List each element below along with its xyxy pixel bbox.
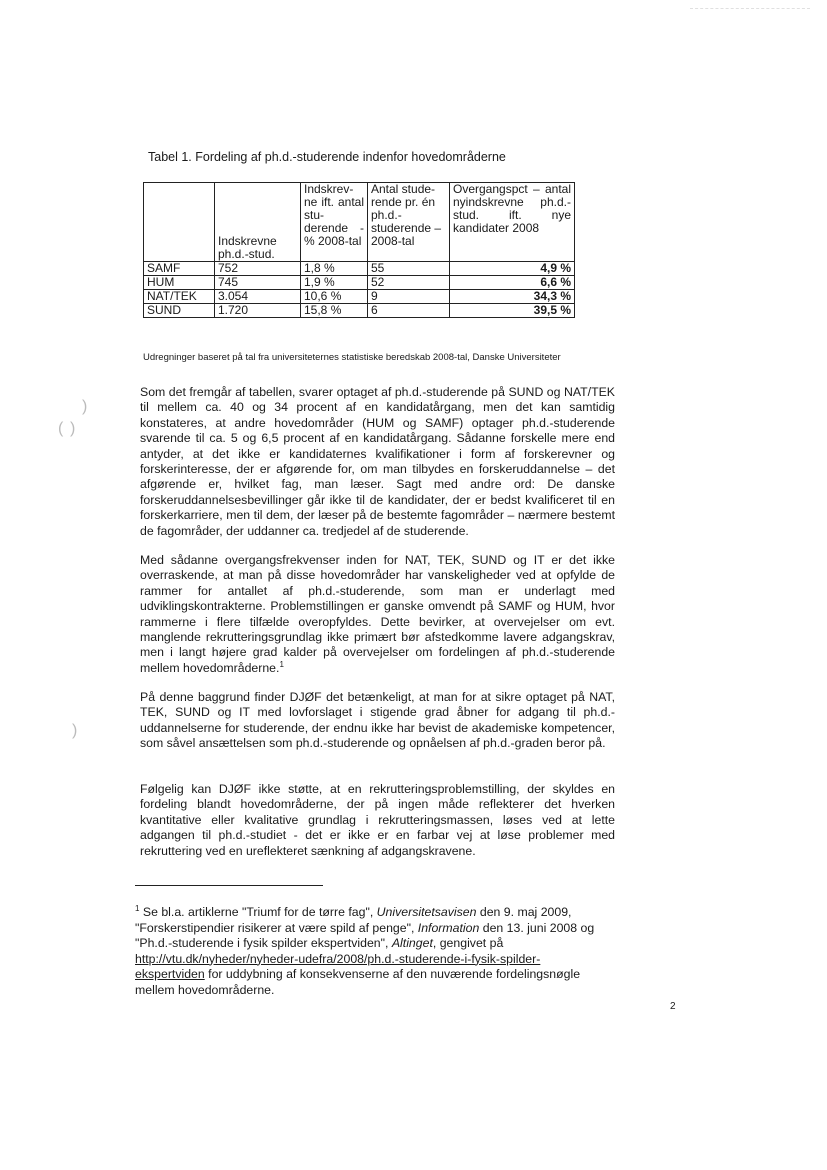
header-cell-share: Indskrev-ne ift. antal stu-derende - % 2008-tal <box>301 183 368 262</box>
footnote-text: Se bl.a. artiklerne "Triumf for de tørre fag", <box>139 905 377 919</box>
footnote-text: den 13. juni 2008 og "Ph.d.-studerende i fysik spilder ekspertviden", <box>135 920 595 950</box>
footnote-text: den 9. maj 2009, "Forskerstipendier risikerer at være spild af penge", <box>135 905 572 935</box>
row-label: HUM <box>144 276 215 290</box>
cell-share: 1,9 % <box>301 276 368 290</box>
row-label: SUND <box>144 304 215 318</box>
table-row <box>144 262 575 276</box>
footnote-source-title: Altinget <box>391 936 433 950</box>
footnote-marker: 1 <box>135 903 140 913</box>
footnote-divider <box>135 885 323 886</box>
footnote-text: , gengivet på <box>432 936 504 950</box>
body-paragraph <box>140 553 615 676</box>
scan-mark: ) <box>70 420 76 437</box>
cell-share: 10,6 % <box>301 290 368 304</box>
row-label: NAT/TEK <box>144 290 215 304</box>
cell-students-per-phd: 52 <box>368 276 450 290</box>
body-paragraph: Følgelig kan DJØF ikke støtte, at en rekrutteringsproblemstilling, der skyldes en fordeling blandt hovedområderne, der på ingen måde reflekterer det hverken kvantitative eller kvalitative grundlag i rekrutteringsmassen, løses ved at lette adgangen til ph.d.-studiet - det er ikke er en farbar vej at løse problemer med rekruttering ved en ureflekteret sænkning af adgangskravene. <box>140 782 615 858</box>
cell-enrolled: 3.054 <box>215 290 301 304</box>
scan-mark: ( <box>58 420 64 437</box>
cell-enrolled: 1.720 <box>215 304 301 318</box>
cell-enrolled: 752 <box>215 262 301 276</box>
distribution-table <box>143 182 575 318</box>
cell-transition-rate: 6,6 % <box>450 276 575 290</box>
cell-transition-rate: 4,9 % <box>450 262 575 276</box>
footnote-reference: 1 <box>279 659 284 669</box>
body-paragraph: På denne baggrund finder DJØF det betænkeligt, at man for at sikre optaget på NAT, TEK, SUND og IT med lovforslaget i stigende grad åbner for adgang til ph.d.-uddannelserne for studerende, der endnu ikke har bevist de akademiske kompetencer, som såvel ansættelsen som ph.d.-studerende og opnåelsen af ph.d.-graden beror på. <box>140 690 615 751</box>
cell-students-per-phd: 9 <box>368 290 450 304</box>
footnote-link[interactable]: http://vtu.dk/nyheder/nyheder-udefra/2008/ph.d.-studerende-i-fysik-spilder-ekspertviden <box>135 951 541 981</box>
cell-share: 15,8 % <box>301 304 368 318</box>
table-row <box>144 304 575 318</box>
table-header-row <box>144 183 575 262</box>
cell-students-per-phd: 6 <box>368 304 450 318</box>
footnote-source-title: Information <box>417 920 480 935</box>
body-paragraph: Som det fremgår af tabellen, svarer optaget af ph.d.-studerende på SUND og NAT/TEK til mellem ca. 40 og 34 procent af en kandidatårgang, men det kan samtidig konstateres, at andre hovedområder (HUM og SAMF) optager ph.d.-studerende svarende til ca. 5 og 6,5 procent af en kandidatårgang. Sådanne forskelle mere end antyder, at det ikke er kandidaternes kvalifikationer i form af forskerevner og forskerinteresse, der er afgørende for, om man tilbydes en forskeruddannelse – det afgørende er, hvilket fag, man læser. Sagt med andre ord: De danske forskeruddannelsesbevillinger går ikke til de kandidater, der er bedst kvalificeret til en forskerkarriere, men til dem, der læser på de bestemte fagområder – nærmere bestemt de fagområder, der uddanner ca. tredjedel af de studerende. <box>140 385 615 538</box>
cell-transition-rate: 34,3 % <box>450 290 575 304</box>
table-caption: Tabel 1. Fordeling af ph.d.-studerende indenfor hovedområderne <box>148 150 506 164</box>
footnote-text: for uddybning af konsekvenserne af den nuværende fordelingsnøgle mellem hovedområderne. <box>135 967 581 997</box>
table-row <box>144 276 575 290</box>
scan-edge-line <box>690 8 810 9</box>
cell-students-per-phd: 55 <box>368 262 450 276</box>
table-row <box>144 290 575 304</box>
scan-mark: ) <box>72 722 78 739</box>
header-cell-students-per-phd: Antal stude-rende pr. én ph.d.-studerende – 2008-tal <box>368 183 450 262</box>
body-paragraph-text: Med sådanne overgangsfrekvenser inden for NAT, TEK, SUND og IT er det ikke overraskende, at man på disse hovedområder har vanskeligheder ved at opfylde de rammer for antallet af ph.d.-studerende, som man er underlagt med udviklingskontrakterne. Problemstillingen er ganske omvendt på SAMF og HUM, hvor rammerne i flere tilfælde overopfyldes. Dette bevirker, at overvejelser om evt. manglende rekrutteringsgrundlag ikke primært bør afstedkomme lavere adgangskrav, men i langt højere grad kalder på overvejelser om fordelingen af ph.d.-studerende mellem hovedområderne. <box>140 553 615 675</box>
row-label: SAMF <box>144 262 215 276</box>
header-cell-empty <box>144 183 215 262</box>
table-source-note: Udregninger baseret på tal fra universiteternes statistiske beredskab 2008-tal, Danske Universiteter <box>143 352 561 363</box>
footnote-source-title: Universitetsavisen <box>376 905 477 919</box>
header-cell-transition-rate: Overgangspct – antal nyindskrevne ph.d.-stud. ift. nye kandidater 2008 <box>450 183 575 262</box>
footnote <box>135 905 605 998</box>
scan-mark: ) <box>82 398 88 415</box>
page-number: 2 <box>670 1001 676 1012</box>
cell-share: 1,8 % <box>301 262 368 276</box>
cell-enrolled: 745 <box>215 276 301 290</box>
cell-transition-rate: 39,5 % <box>450 304 575 318</box>
header-cell-enrolled: Indskrevne ph.d.-stud. <box>215 183 301 262</box>
